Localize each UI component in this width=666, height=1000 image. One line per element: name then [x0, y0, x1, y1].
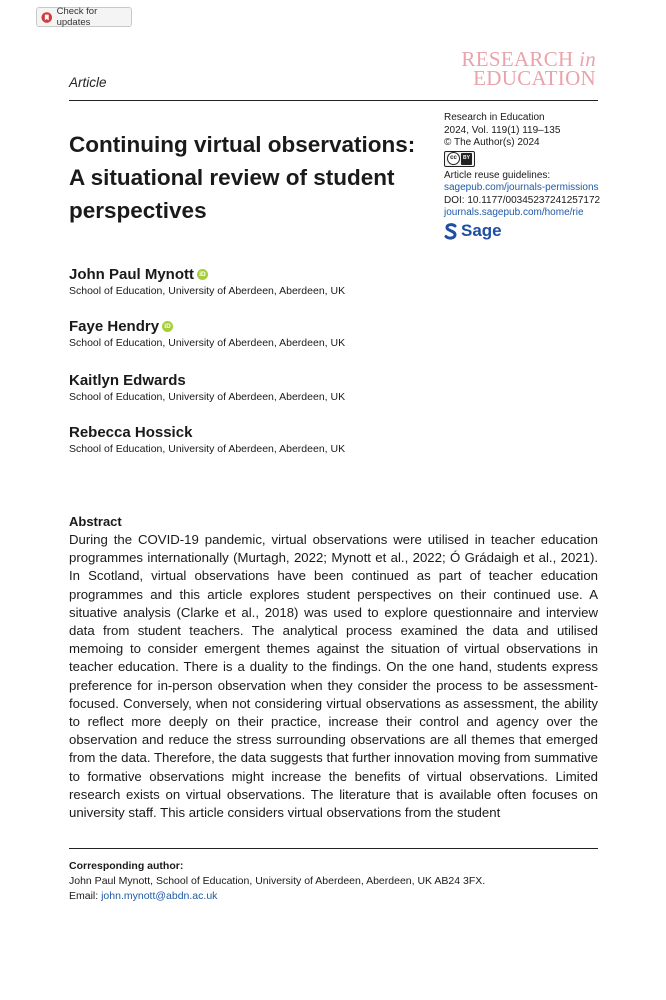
header-divider	[69, 100, 598, 101]
orcid-icon[interactable]: iD	[197, 269, 208, 280]
reuse-link[interactable]: sagepub.com/journals-permissions	[444, 182, 599, 193]
journal-link[interactable]: journals.sagepub.com/home/rie	[444, 207, 584, 218]
abstract-heading: Abstract	[69, 514, 122, 529]
author-block	[69, 372, 345, 403]
sage-logo-text: Sage	[461, 220, 502, 240]
cc-icon: cc	[447, 152, 460, 165]
check-for-updates-button[interactable]	[36, 7, 132, 27]
author-name	[69, 424, 345, 441]
author-name-text: Kaitlyn Edwards	[69, 372, 186, 389]
corresponding-email-line	[69, 889, 485, 904]
sage-logo	[444, 220, 619, 240]
by-icon	[461, 153, 472, 165]
author-name-text: Faye Hendry	[69, 318, 160, 335]
corresponding-address: John Paul Mynott, School of Education, University of Aberdeen, Aberdeen, UK AB24 3FX.	[69, 875, 486, 887]
footnote-divider	[69, 848, 598, 849]
journal-logo-main: RESEARCH	[461, 47, 580, 71]
author-affiliation: School of Education, University of Aberdeen, Aberdeen, UK	[69, 337, 346, 349]
corresponding-author	[69, 859, 485, 904]
corresponding-heading: Corresponding author:	[69, 860, 184, 872]
cc-by-license-badge[interactable]	[444, 151, 475, 167]
reuse-label: Article reuse guidelines:	[444, 169, 551, 181]
doi: DOI: 10.1177/00345237241257172	[444, 194, 601, 206]
author-name	[69, 266, 345, 283]
author-name-text: Rebecca Hossick	[69, 424, 193, 441]
check-for-updates-label: Check for updates	[56, 6, 98, 28]
journal-logo-line2: EDUCATION	[473, 66, 596, 90]
author-affiliation: School of Education, University of Aberdeen, Aberdeen, UK	[69, 391, 346, 403]
email-label: Email:	[69, 890, 102, 902]
author-name	[69, 318, 345, 335]
by-label: BY	[463, 155, 470, 161]
author-affiliation: School of Education, University of Aberdeen, Aberdeen, UK	[69, 285, 346, 297]
author-block	[69, 266, 345, 297]
article-type-label: Article	[69, 75, 107, 90]
author-block	[69, 424, 345, 455]
journal-volume: 2024, Vol. 119(1) 119–135	[444, 124, 561, 136]
journal-logo	[461, 47, 596, 90]
abstract-text: During the COVID-19 pandemic, virtual observations were utilised in teacher education programmes internationally (Murtagh, 2022; Mynott et al., 2022; Ó Grádaigh et al., 2021). In Scotland, virtual observations have been continued as part of teacher education programmes and this article explores student perspectives on their continued use. A situative analysis (Clarke et al., 2018) was used to explore questionnaire and interview data from student teachers. The analytical process examined the data and utilised memoing to consider emergent themes against the situation of virtual observations in teacher education. There is a duality to the findings. On the one hand, students express preference for in-person observation when they consider the process to be assessment-focused. Conversely, when not considering virtual observations as assessment, the ability to reflect more deeply on their practice, increase their control and agency over the observation and reduce the stress surrounding observations are all themes that emerged from the data. Therefore, the data suggests that further innovation moving from summative to formative observations might increase the benefits of virtual observations. Limited research exists on virtual observations. The literature that is available often focuses on university staff. This article considers virtual observations from the student	[69, 532, 598, 821]
author-block	[69, 318, 345, 349]
article-meta	[444, 112, 619, 240]
orcid-icon[interactable]: iD	[162, 321, 173, 332]
email-link[interactable]: john.mynott@abdn.ac.uk	[101, 890, 218, 902]
author-name	[69, 372, 345, 389]
journal-logo-italic: in	[579, 47, 596, 71]
journal-name: Research in Education	[444, 112, 545, 123]
bookmark-icon	[41, 11, 53, 24]
copyright-notice: © The Author(s) 2024	[444, 137, 540, 148]
author-affiliation: School of Education, University of Aberdeen, Aberdeen, UK	[69, 443, 346, 455]
sage-s-icon	[444, 223, 458, 240]
author-name-text: John Paul Mynott	[69, 266, 194, 283]
article-title: Continuing virtual observations: A situational review of student perspectives	[69, 132, 416, 223]
